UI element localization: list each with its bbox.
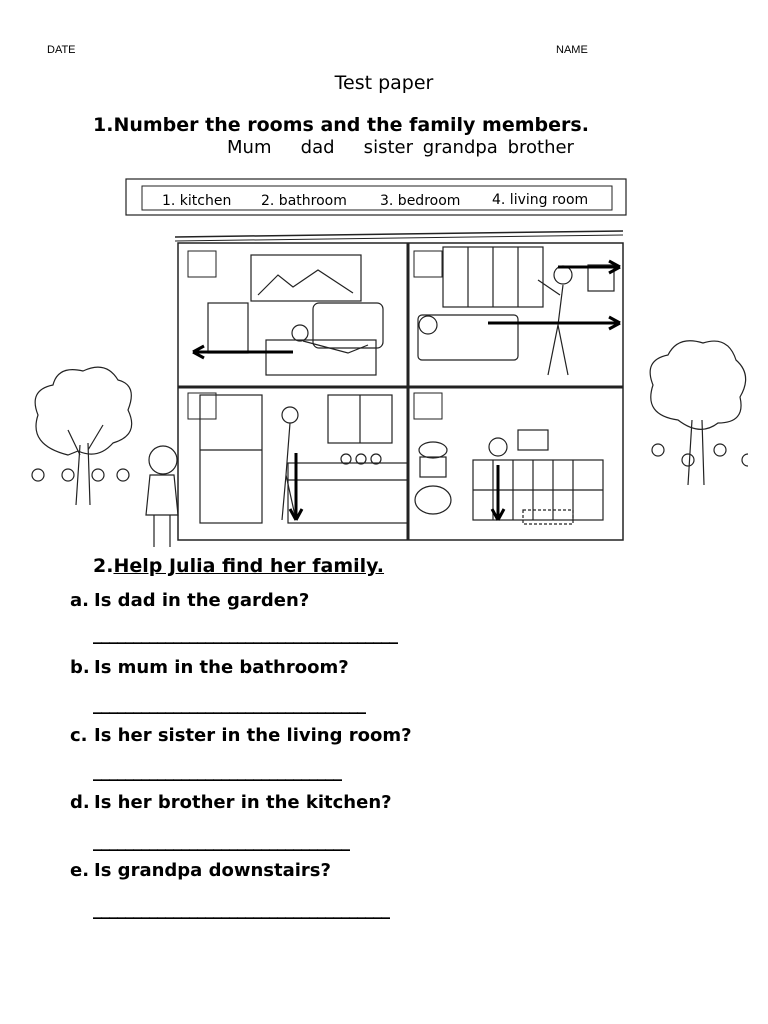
room-number-box (188, 393, 216, 419)
question-text: Is dad in the garden? (94, 590, 310, 611)
date-label: DATE (47, 44, 76, 56)
task1-number: 1. (93, 114, 114, 136)
question-text: Is mum in the bathroom? (94, 657, 349, 678)
room-number-box (414, 251, 442, 277)
tree-left-icon (32, 367, 132, 505)
julia-figure-icon (146, 446, 178, 547)
tree-right-icon (650, 341, 748, 485)
task1-heading-text: Number the rooms and the family members. (113, 114, 589, 136)
answer-line-c[interactable]: _______________________________ (93, 761, 341, 782)
question-text: Is grandpa downstairs? (94, 860, 331, 881)
legend-bedroom: 3. bedroom (380, 193, 461, 209)
room-number-box (188, 251, 216, 277)
answer-line-d[interactable]: ________________________________ (93, 831, 349, 852)
task2-number: 2. (93, 555, 114, 577)
task2-heading (93, 555, 384, 577)
legend-kitchen: 1. kitchen (162, 193, 232, 209)
question-c (70, 725, 412, 746)
legend-living-room: 4. living room (492, 192, 589, 208)
question-a (70, 590, 309, 611)
answer-line-a[interactable]: ______________________________________ (93, 624, 397, 645)
room-legend (126, 179, 626, 215)
question-letter: b. (70, 657, 90, 678)
question-letter: d. (70, 792, 90, 813)
question-text: Is her sister in the living room? (94, 725, 412, 746)
house-illustration (28, 175, 748, 555)
answer-line-b[interactable]: __________________________________ (93, 694, 365, 715)
question-letter: a. (70, 590, 89, 611)
question-b (70, 657, 349, 678)
task1-heading (93, 114, 589, 136)
legend-bathroom: 2. bathroom (261, 193, 347, 209)
question-d (70, 792, 392, 813)
question-letter: e. (70, 860, 90, 881)
question-e (70, 860, 331, 881)
room-number-box (414, 393, 442, 419)
page-title: Test paper (334, 72, 434, 94)
question-letter: c. (70, 725, 88, 746)
family-members-list: Mum dad sister grandpa brother (227, 137, 574, 158)
question-text: Is her brother in the kitchen? (94, 792, 392, 813)
name-label: NAME (556, 44, 588, 56)
task2-heading-text: Help Julia find her family. (113, 555, 385, 577)
answer-line-e[interactable]: _____________________________________ (93, 899, 389, 920)
